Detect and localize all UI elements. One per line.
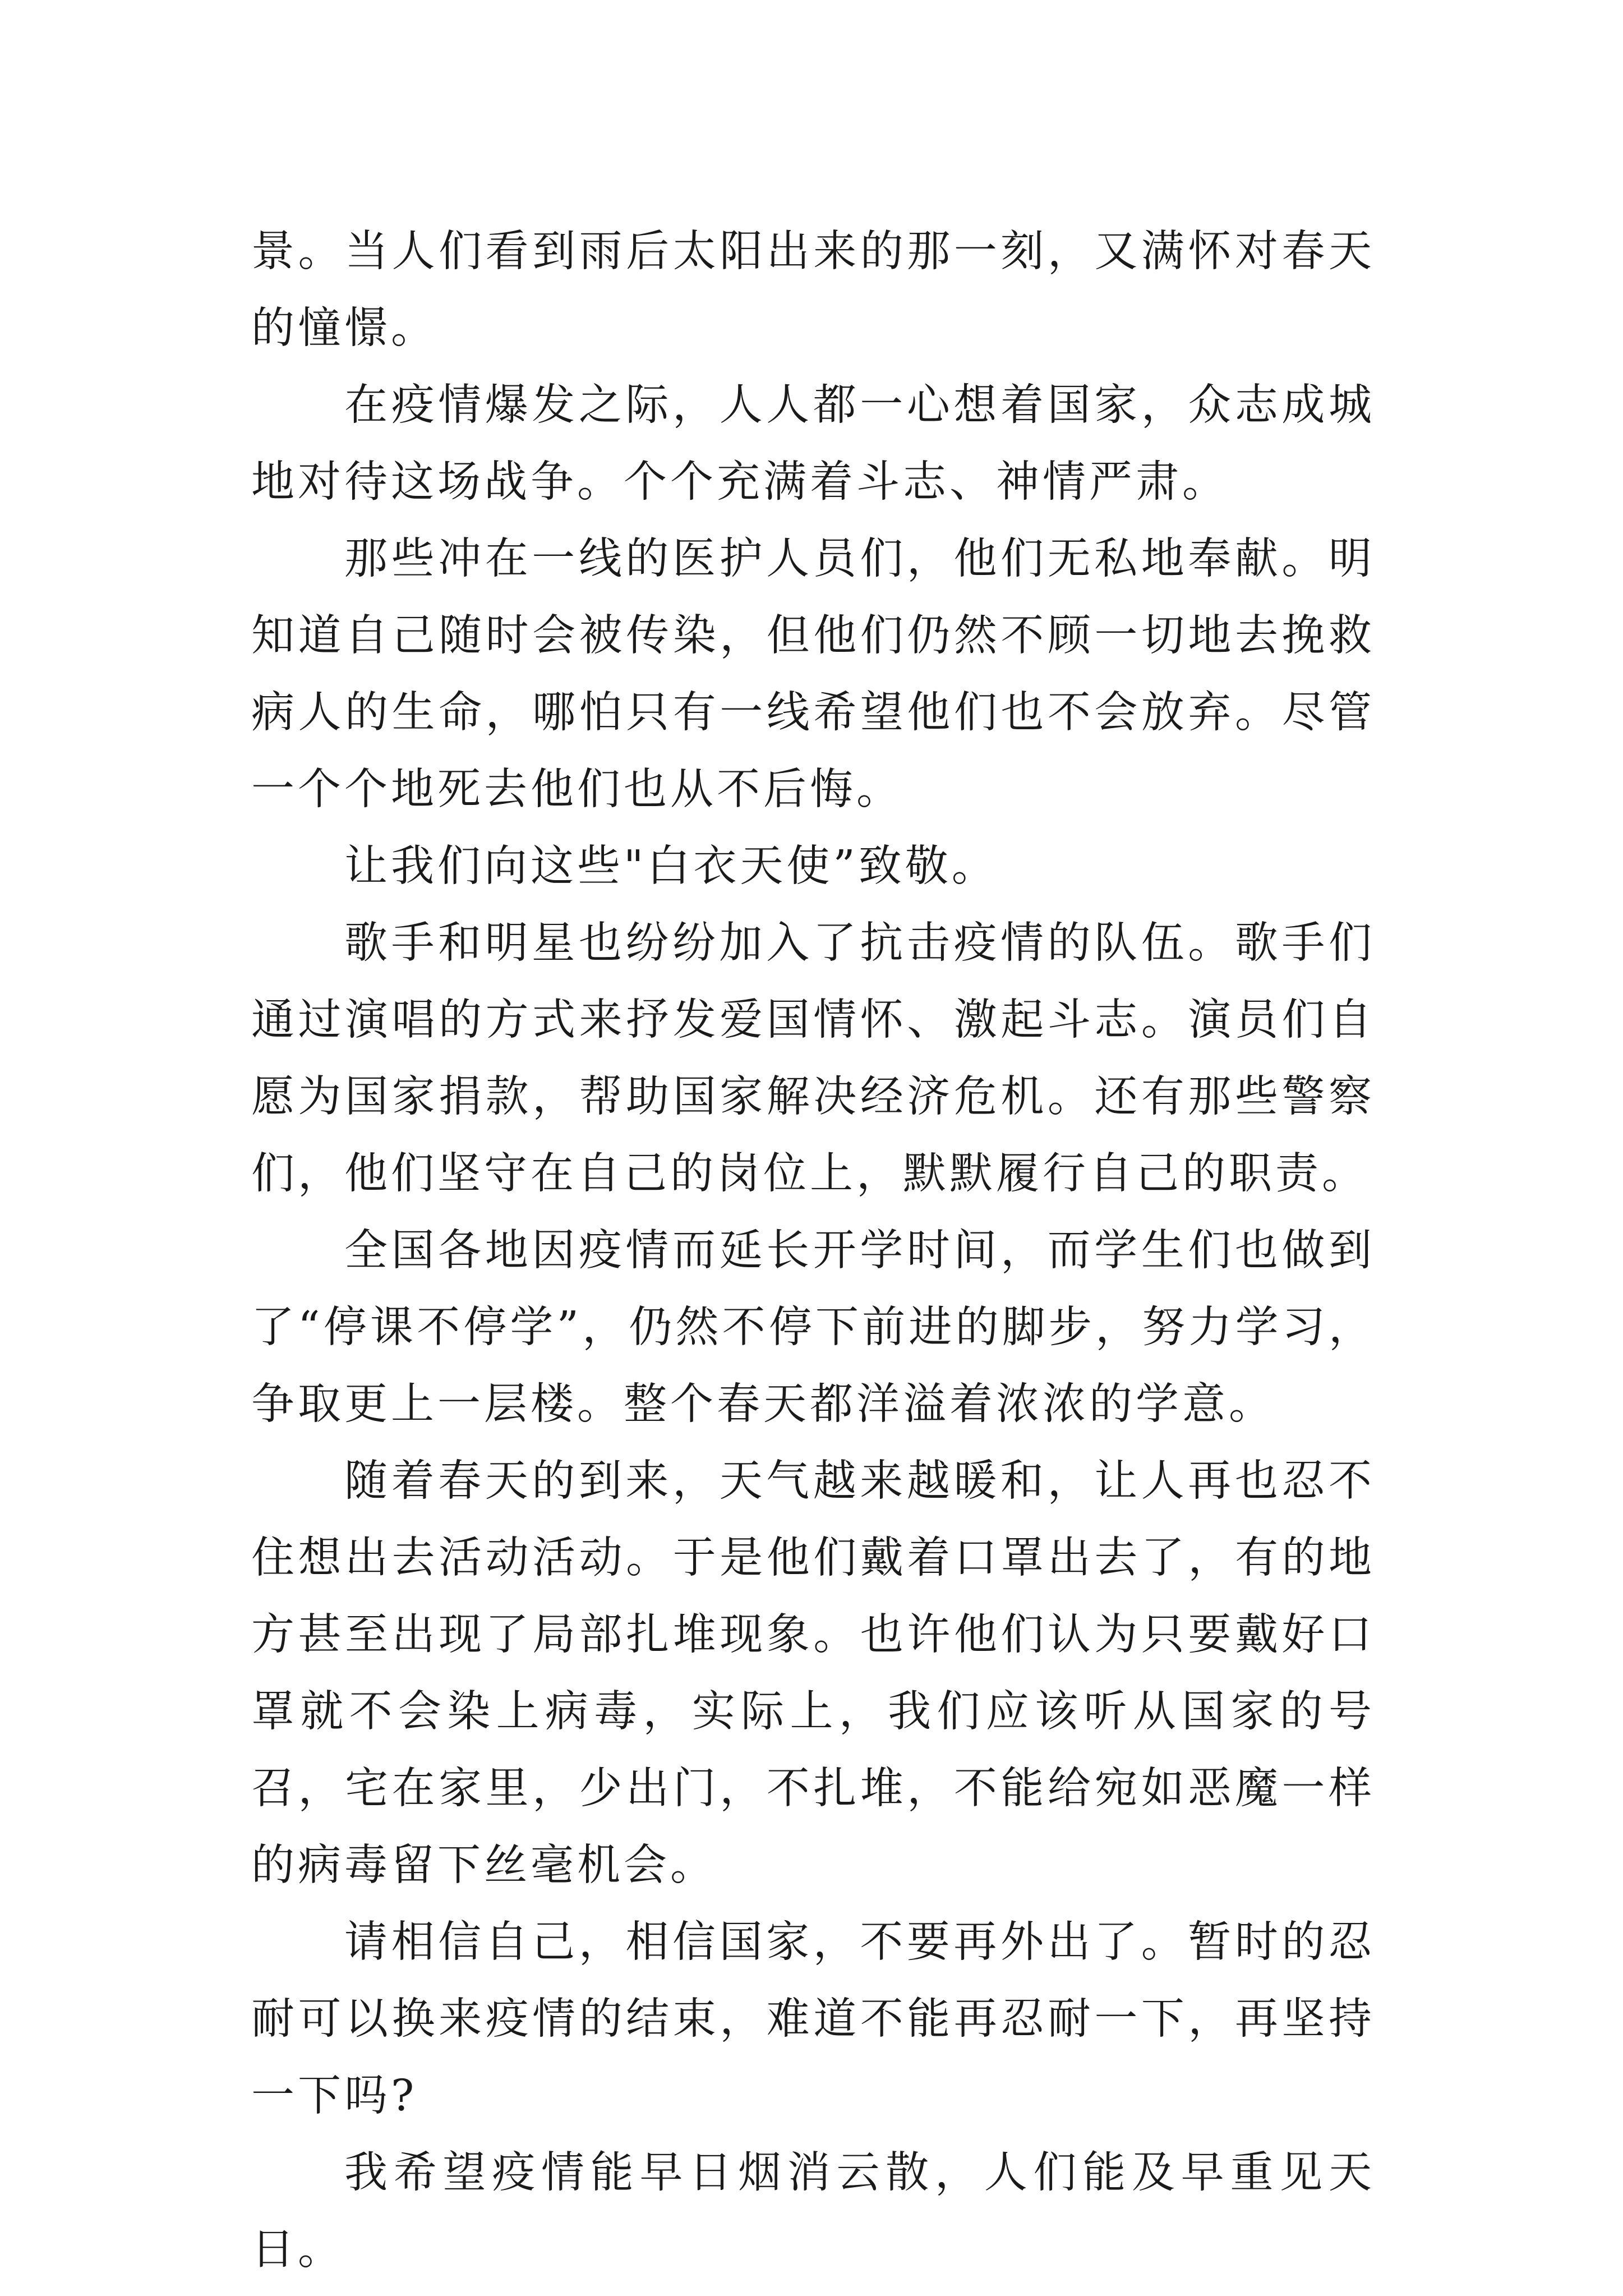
paragraph: 请相信自己，相信国家，不要再外出了。暂时的忍耐可以换来疫情的结束，难道不能再忍耐一下，再坚持一下吗? xyxy=(251,1917,1375,2121)
paragraph: 歌手和明星也纷纷加入了抗击疫情的队伍。歌手们通过演唱的方式来抒发爱国情怀、激起斗志。演员们自愿为国家捐款，帮助国家解决经济危机。还有那些警察们，他们坚守在自己的岗位上，默默履行自己的职责。 xyxy=(251,918,1375,1199)
paragraph: 在疫情爆发之际，人人都一心想着国家，众志成城地对待这场战争。个个充满着斗志、神情严肃。 xyxy=(251,380,1375,507)
paragraph: 让我们向这些"白衣天使”致敬。 xyxy=(344,841,998,891)
paragraph: 随着春天的到来，天气越来越暖和，让人再也忍不住想出去活动活动。于是他们戴着口罩出去了，有的地方甚至出现了局部扎堆现象。也许他们认为只要戴好口罩就不会染上病毒，实际上，我们应该听从国家的号召，宅在家里，少出门，不扎堆，不能给宛如恶魔一样的病毒留下丝毫机会。 xyxy=(251,1456,1375,1890)
paragraph: 我希望疫情能早日烟消云散，人们能及早重见天日。 xyxy=(251,2148,1375,2275)
paragraph-continuation: 景。当人们看到雨后太阳出来的那一刻，又满怀对春天的憧憬。 xyxy=(251,227,1375,353)
paragraph: 全国各地因疫情而延长开学时间，而学生们也做到了“停课不停学”，仍然不停下前进的脚步，努力学习，争取更上一层楼。整个春天都洋溢着浓浓的学意。 xyxy=(251,1226,1375,1429)
document-body xyxy=(251,213,1375,2288)
paragraph: 那些冲在一线的医护人员们，他们无私地奉献。明知道自己随时会被传染，但他们仍然不顾一切地去挽救病人的生命，哪怕只有一线希望他们也不会放弃。尽管一个个地死去他们也从不后悔。 xyxy=(251,534,1375,815)
